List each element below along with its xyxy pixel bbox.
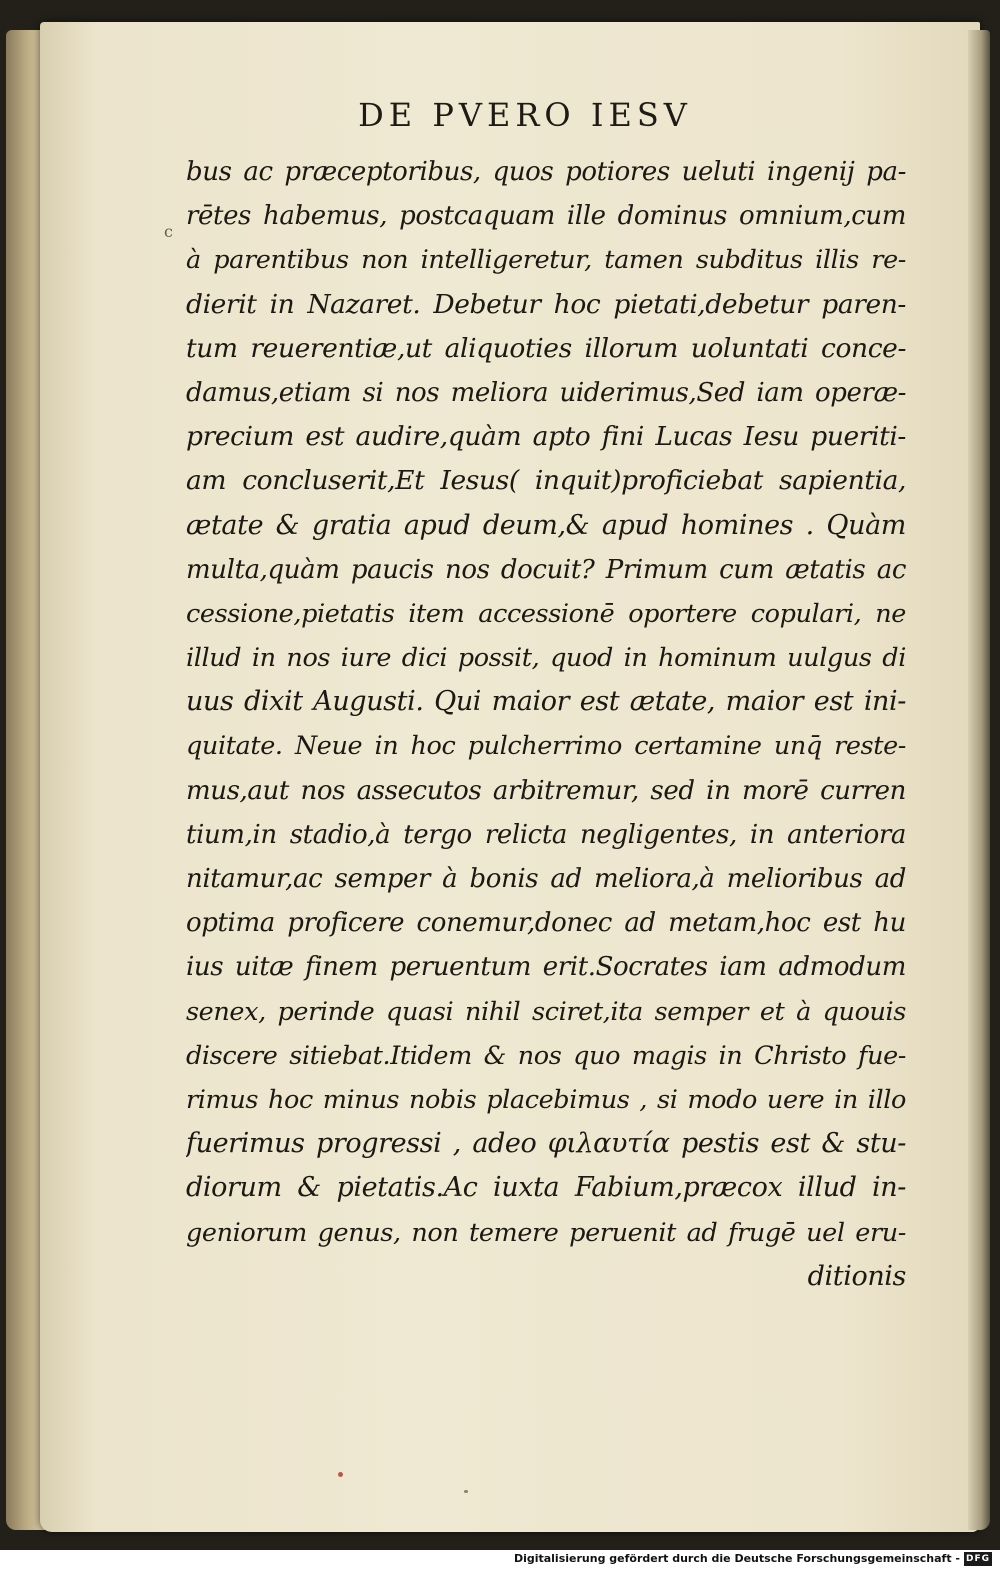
text-line: cessione,pietatis item accessionē oportere copulari, ne	[186, 598, 906, 629]
text-line: discere sitiebat.Itidem & nos quo magis in Christo fue-	[186, 1040, 906, 1071]
text-line: geniorum genus, non temere peruenit ad frugē uel eru-	[186, 1217, 906, 1248]
text-line: bus ac præceptoribus, quos potiores ueluti ingenij pa-	[186, 157, 906, 187]
text-line: damus,etiam si nos meliora uiderimus,Sed iam operæ-	[186, 377, 906, 408]
funding-credit: Digitalisierung gefördert durch die Deutsche Forschungsgemeinschaft -	[513, 1552, 960, 1565]
text-line: senex, perinde quasi nihil sciret,ita semper et à quouis	[186, 996, 906, 1027]
paper-stain	[338, 1472, 343, 1477]
text-line: quitate. Neue in hoc pulcherrimo certamine unq̄ reste-	[186, 731, 906, 762]
text-line: am concluserit,Et Iesus( inquit)proficiebat sapientia,	[186, 465, 906, 497]
text-line: dierit in Nazaret. Debetur hoc pietati,debetur paren-	[186, 288, 906, 320]
text-line: ætate & gratia apud deum,& apud homines . Quàm	[186, 509, 906, 541]
paper-stain	[464, 1490, 468, 1493]
text-line: rētes habemus, postcaquam ille dominus omnium,cum	[186, 201, 906, 232]
running-head: DE PVERO IESV	[358, 96, 692, 134]
body-text	[186, 150, 906, 1299]
text-line: optima proficere conemur,donec ad metam,hoc est hu	[186, 908, 906, 939]
text-line: multa,quàm paucis nos docuit? Primum cum ætatis ac	[186, 554, 906, 585]
margin-mark: c	[164, 222, 173, 241]
page-gutter-right	[968, 30, 990, 1530]
text-line: nitamur,ac semper à bonis ad meliora,à melioribus ad	[186, 864, 906, 894]
text-line: illud in nos iure dici possit, quod in hominum uulgus di	[186, 643, 906, 674]
text-line: ius uitæ finem peruentum erit.Socrates iam admodum	[186, 952, 906, 983]
catchword: ditionis	[807, 1260, 906, 1292]
text-line: precium est audire,quàm apto fini Lucas Iesu pueriti-	[186, 421, 906, 453]
text-line: rimus hoc minus nobis placebimus , si modo uere in illo	[186, 1084, 906, 1115]
text-line: mus,aut nos assecutos arbitremur, sed in morē curren	[186, 775, 906, 806]
text-line: tum reuerentiæ,ut aliquoties illorum uoluntati conce-	[186, 332, 906, 364]
text-line: à parentibus non intelligeretur, tamen subditus illis re-	[186, 245, 906, 276]
text-line: fuerimus progressi , adeo φιλαυτία pestis est & stu-	[186, 1128, 906, 1160]
dfg-logo: DFG	[965, 1554, 990, 1564]
text-line: uus dixit Augusti. Qui maior est ætate, maior est ini-	[186, 686, 906, 718]
text-line: tium,in stadio,à tergo relicta negligentes, in anteriora	[186, 819, 906, 850]
text-line: diorum & pietatis.Ac iuxta Fabium,præcox illud in-	[186, 1172, 906, 1204]
